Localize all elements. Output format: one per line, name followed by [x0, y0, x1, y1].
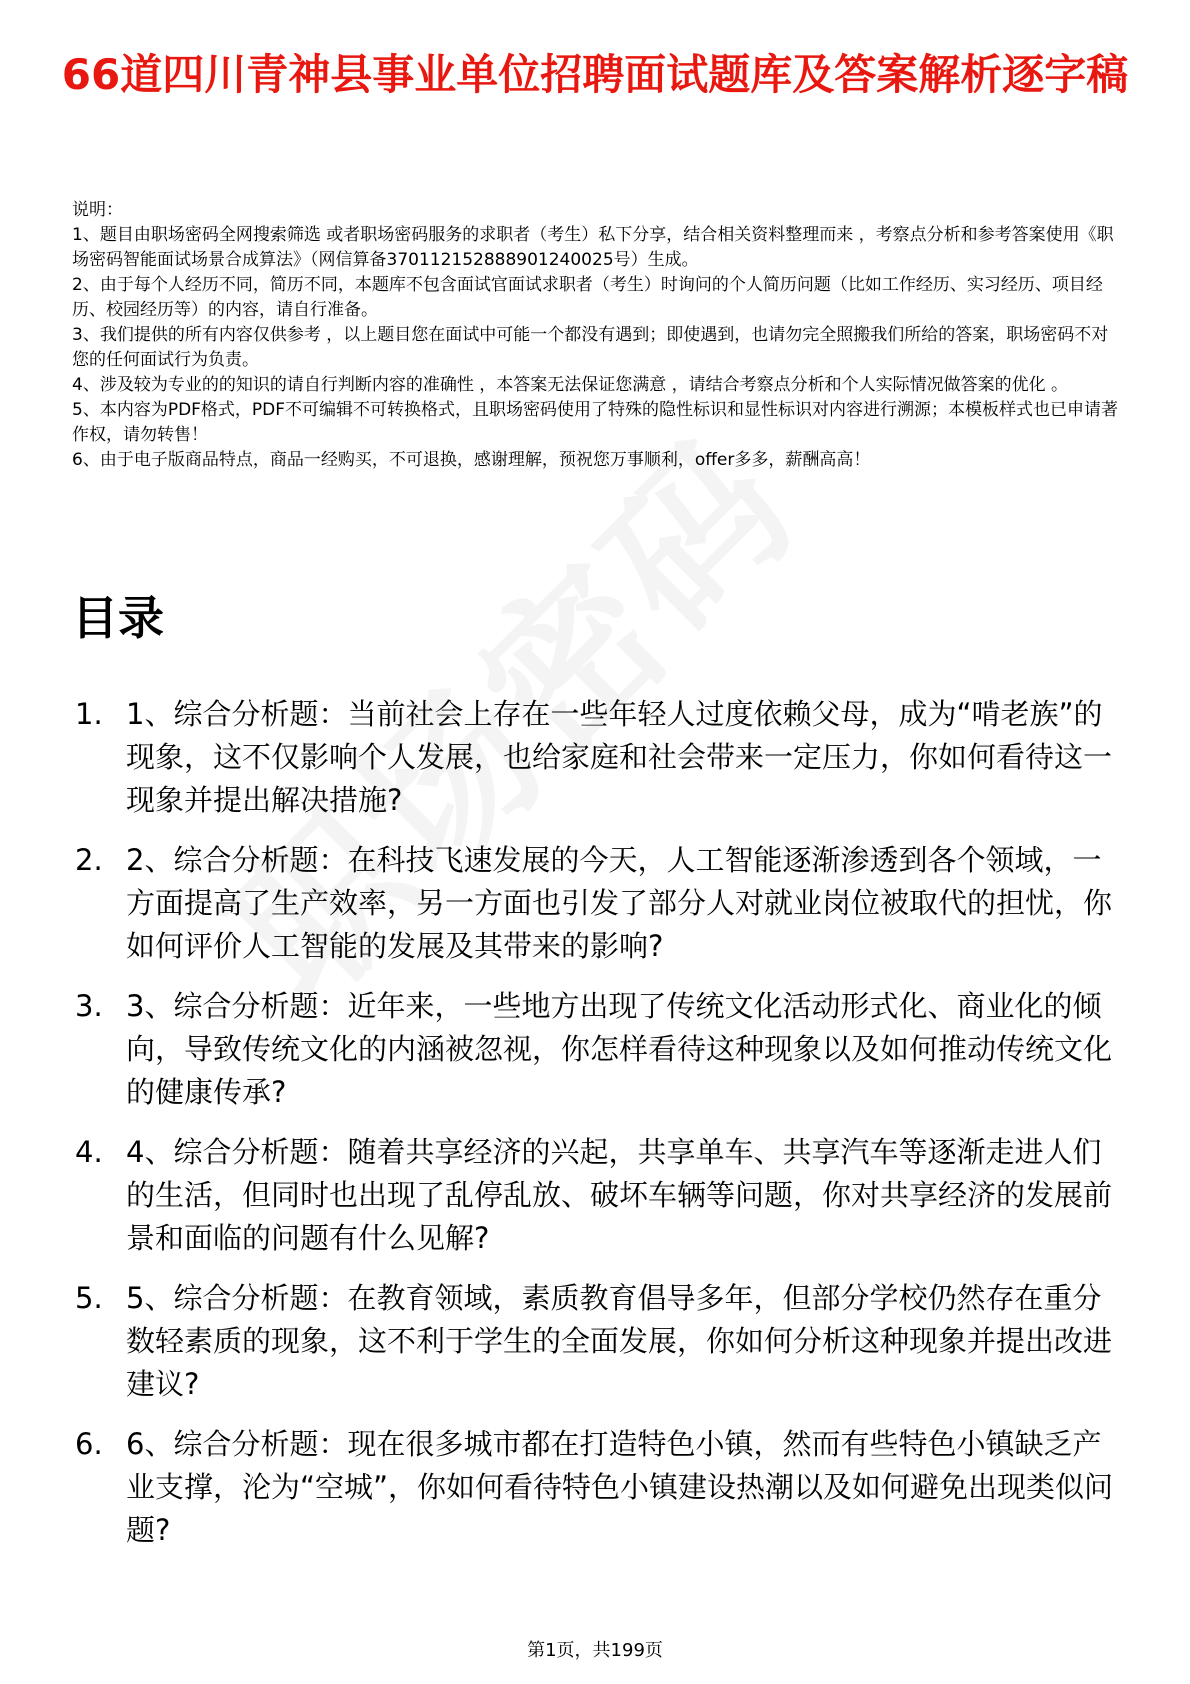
- toc-item[interactable]: [72, 1131, 1130, 1260]
- toc-item[interactable]: [72, 1277, 1130, 1406]
- toc-item[interactable]: [72, 1423, 1130, 1552]
- note-item: 3、我们提供的所有内容仅供参考 ，以上题目您在面试中可能一个都没有遇到；即使遇到，也请勿完全照搬我们所给的答案，职场密码不对您的任何面试行为负责。: [72, 325, 1109, 370]
- toc-list: [72, 693, 1130, 1569]
- toc-item-number: 4.: [75, 1135, 103, 1169]
- document-title: 66道四川青神县事业单位招聘面试题库及答案解析逐字稿: [61, 50, 1129, 99]
- note-item: 6、由于电子版商品特点，商品一经购买，不可退换，感谢理解，预祝您万事顺利，offer多多，薪酬高高！: [72, 450, 871, 470]
- toc-item-text: 2、综合分析题：在科技飞速发展的今天，人工智能逐渐渗透到各个领域，一方面提高了生产效率，另一方面也引发了部分人对就业岗位被取代的担忧，你如何评价人工智能的发展及其带来的影响?: [126, 843, 1113, 963]
- toc-item[interactable]: [72, 693, 1130, 822]
- toc-item-text: 3、综合分析题：近年来，一些地方出现了传统文化活动形式化、商业化的倾向，导致传统文化的内涵被忽视，你怎样看待这种现象以及如何推动传统文化的健康传承?: [126, 989, 1113, 1109]
- toc-item-text: 6、综合分析题：现在很多城市都在打造特色小镇，然而有些特色小镇缺乏产业支撑，沦为“空城”，你如何看待特色小镇建设热潮以及如何避免出现类似问题?: [126, 1427, 1114, 1547]
- page-number: 第1页，共199页: [527, 1640, 663, 1661]
- toc-item-text: 1、综合分析题：当前社会上存在一些年轻人过度依赖父母，成为“啃老族”的现象，这不仅影响个人发展，也给家庭和社会带来一定压力，你如何看待这一现象并提出解决措施?: [126, 697, 1113, 817]
- toc-item-number: 3.: [75, 989, 103, 1023]
- note-item: 2、由于每个人经历不同，简历不同，本题库不包含面试官面试求职者（考生）时询问的个人简历问题（比如工作经历、实习经历、项目经历、校园经历等）的内容，请自行准备。: [72, 275, 1103, 320]
- toc-item-number: 1.: [75, 697, 103, 731]
- notes-heading: 说明：: [72, 200, 123, 220]
- note-item: 5、本内容为PDF格式，PDF不可编辑不可转换格式，且职场密码使用了特殊的隐性标识和显性标识对内容进行溯源；本模板样式也已申请著作权，请勿转售！: [72, 400, 1119, 445]
- toc-item-number: 6.: [75, 1427, 103, 1461]
- toc-item[interactable]: [72, 839, 1130, 968]
- toc-item-text: 5、综合分析题：在教育领域，素质教育倡导多年，但部分学校仍然存在重分数轻素质的现象，这不利于学生的全面发展，你如何分析这种现象并提出改进建议?: [126, 1281, 1113, 1401]
- notes-section: [72, 198, 1120, 473]
- toc-heading: 目录: [72, 591, 164, 645]
- toc-item-text: 4、综合分析题：随着共享经济的兴起，共享单车、共享汽车等逐渐走进人们的生活，但同时也出现了乱停乱放、破坏车辆等问题，你对共享经济的发展前景和面临的问题有什么见解?: [126, 1135, 1113, 1255]
- note-item: 4、涉及较为专业的的知识的请自行判断内容的准确性 ，本答案无法保证您满意 ，请结合考察点分析和个人实际情况做答案的优化 。: [72, 375, 1069, 395]
- toc-item-number: 2.: [75, 843, 103, 877]
- note-item: 1、题目由职场密码全网搜索筛选 或者职场密码服务的求职者（考生）私下分享，结合相关资料整理而来 ，考察点分析和参考答案使用《职场密码智能面试场景合成算法》（网信算备370112152888901240025号）生成。: [72, 225, 1114, 270]
- toc-item[interactable]: [72, 985, 1130, 1114]
- toc-item-number: 5.: [75, 1281, 103, 1315]
